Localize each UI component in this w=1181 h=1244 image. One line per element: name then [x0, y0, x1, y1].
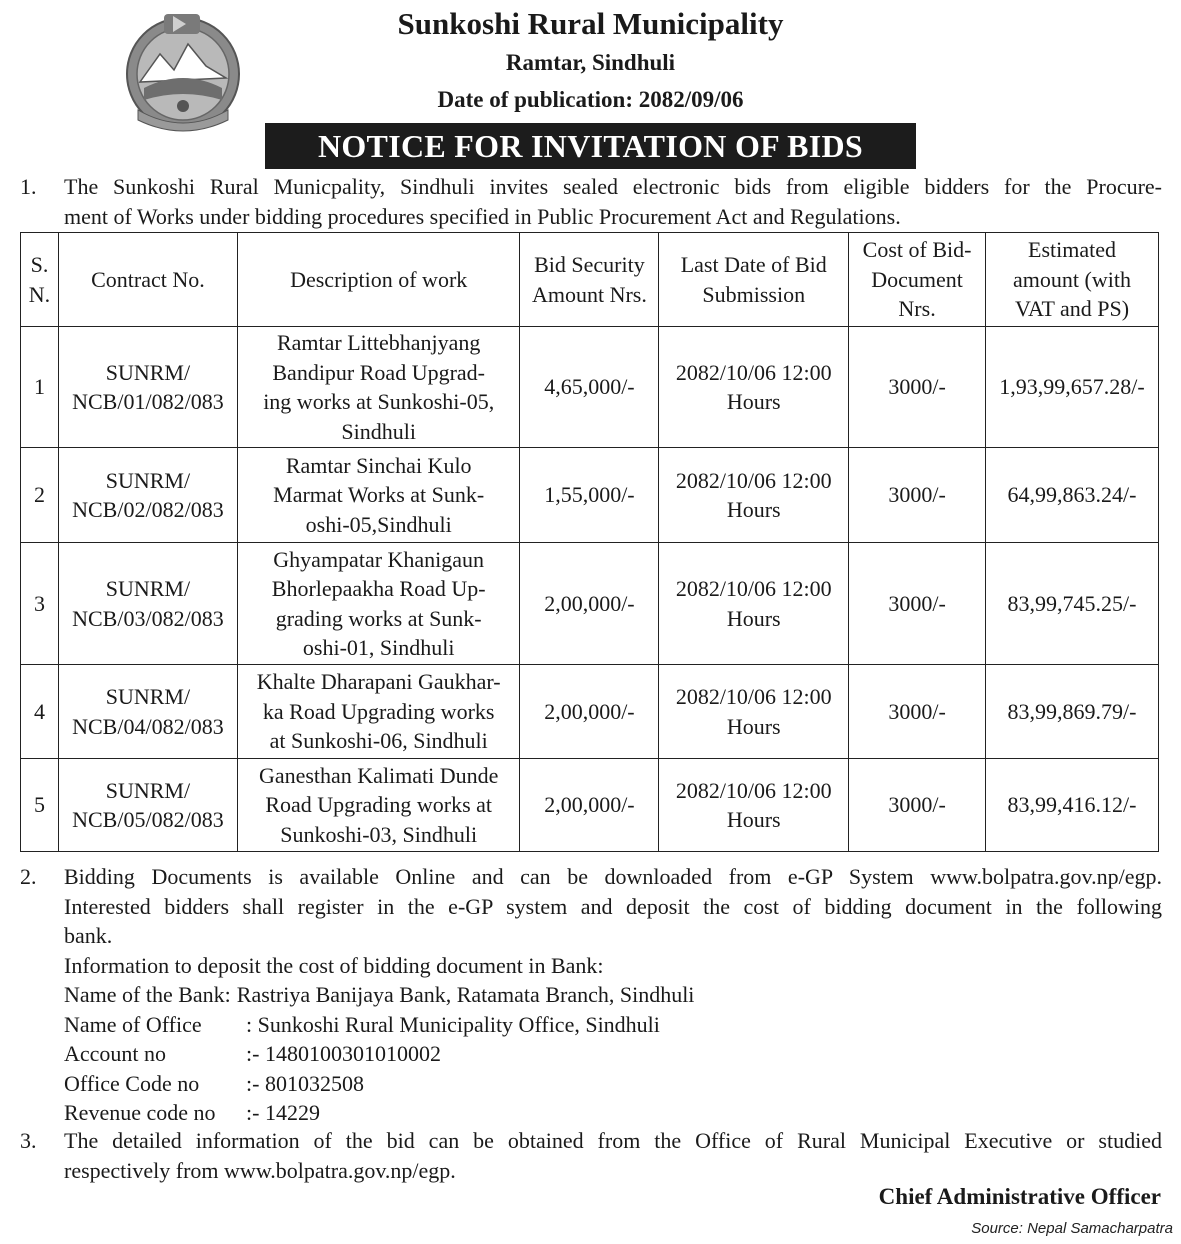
cell-contract-no: SUNRM/ NCB/01/082/083 — [58, 327, 237, 448]
cell-contract-no: SUNRM/ NCB/04/082/083 — [58, 665, 237, 759]
cell-description: Ramtar Littebhanjyang Bandipur Road Upgrad- ing works at Sunkoshi-05, Sindhuli — [237, 327, 520, 448]
cell-sn: 5 — [21, 759, 59, 852]
cell-bid-security: 2,00,000/- — [520, 759, 659, 852]
cell-contract-no: SUNRM/ NCB/05/082/083 — [58, 759, 237, 852]
para-1-number: 1. — [20, 174, 37, 199]
header-estimated-amount: Estimated amount (with VAT and PS) — [986, 233, 1159, 327]
table-row — [21, 759, 1159, 852]
para-3-number: 3. — [20, 1128, 37, 1153]
cell-contract-no: SUNRM/ NCB/03/082/083 — [58, 543, 237, 665]
cell-cost-of-document: 3000/- — [849, 448, 986, 543]
office-code-value: :- 801032508 — [246, 1070, 364, 1096]
header-bid-security: Bid Security Amount Nrs. — [520, 233, 659, 327]
cell-bid-security: 1,55,000/- — [520, 448, 659, 543]
para-2-line-1: Bidding Documents is available Online and can be downloaded from e-GP System www.bolpatra.gov.np/egp. — [64, 864, 1162, 889]
cell-sn: 4 — [21, 665, 59, 759]
table-row — [21, 665, 1159, 759]
office-code-row — [64, 1069, 1162, 1099]
publication-date: Date of publication: 2082/09/06 — [437, 87, 744, 112]
cell-estimated-amount: 83,99,869.79/- — [986, 665, 1159, 759]
table-row — [21, 327, 1159, 448]
bids-table — [20, 232, 1159, 852]
cell-estimated-amount: 1,93,99,657.28/- — [986, 327, 1159, 448]
para-1-line-2: ment of Works under bidding procedures specified in Public Procurement Act and Regulations. — [64, 203, 901, 229]
para-2-line-3: bank. — [64, 923, 113, 948]
cell-cost-of-document: 3000/- — [849, 327, 986, 448]
header-sn: S. N. — [21, 233, 59, 327]
revenue-code-label: Revenue code no — [64, 1100, 216, 1125]
header-last-date: Last Date of Bid Submission — [659, 233, 849, 327]
cell-description: Khalte Dharapani Gaukhar- ka Road Upgrading works at Sunkoshi-06, Sindhuli — [237, 665, 520, 759]
revenue-code-row — [64, 1098, 1162, 1128]
cell-sn: 2 — [21, 448, 59, 543]
cell-last-date: 2082/10/06 12:00 Hours — [659, 543, 849, 665]
bank-name-value: Rastriya Banijaya Bank, Ratamata Branch, Sindhuli — [236, 982, 695, 1007]
cell-description: Ramtar Sinchai Kulo Marmat Works at Sunk- oshi-05,Sindhuli — [237, 448, 520, 543]
bank-name-label: Name of the Bank: — [64, 982, 231, 1007]
cell-description: Ghyampatar Khanigaun Bhorlepaakha Road Up- grading works at Sunk- oshi-01, Sindhuli — [237, 543, 520, 665]
organization-name: Sunkoshi Rural Municipality — [397, 6, 784, 41]
cell-bid-security: 2,00,000/- — [520, 543, 659, 665]
account-row — [64, 1039, 1162, 1069]
cell-last-date: 2082/10/06 12:00 Hours — [659, 759, 849, 852]
bank-info-heading: Information to deposit the cost of bidding document in Bank: — [64, 952, 604, 978]
organization-location: Ramtar, Sindhuli — [505, 50, 676, 75]
office-name-value: : Sunkoshi Rural Municipality Office, Sindhuli — [246, 1011, 660, 1037]
header-cost-of-document: Cost of Bid- Document Nrs. — [849, 233, 986, 327]
cell-sn: 1 — [21, 327, 59, 448]
cell-cost-of-document: 3000/- — [849, 759, 986, 852]
revenue-code-value: :- 14229 — [246, 1100, 320, 1125]
para-2 — [64, 862, 1162, 1128]
office-name-label: Name of Office — [64, 1011, 202, 1037]
cell-last-date: 2082/10/06 12:00 Hours — [659, 665, 849, 759]
table-row — [21, 543, 1159, 665]
para-3-line-1: The detailed information of the bid can be obtained from the Office of Rural Municipal Executive or studied — [64, 1128, 1162, 1153]
cell-contract-no: SUNRM/ NCB/02/082/083 — [58, 448, 237, 543]
office-name-row — [64, 1010, 1162, 1040]
cell-description: Ganesthan Kalimati Dunde Road Upgrading works at Sunkoshi-03, Sindhuli — [237, 759, 520, 852]
cell-cost-of-document: 3000/- — [849, 665, 986, 759]
header-contract-no: Contract No. — [58, 233, 237, 327]
cell-estimated-amount: 83,99,745.25/- — [986, 543, 1159, 665]
para-1-line-1: The Sunkoshi Rural Municpality, Sindhuli invites sealed electronic bids from eligible bidders for the Procure- — [64, 174, 1162, 199]
cell-estimated-amount: 64,99,863.24/- — [986, 448, 1159, 543]
para-3 — [64, 1126, 1162, 1185]
table-row — [21, 448, 1159, 543]
cell-estimated-amount: 83,99,416.12/- — [986, 759, 1159, 852]
cell-bid-security: 4,65,000/- — [520, 327, 659, 448]
account-value: :- 1480100301010002 — [246, 1041, 441, 1066]
para-1 — [64, 172, 1162, 231]
cell-sn: 3 — [21, 543, 59, 665]
cell-last-date: 2082/10/06 12:00 Hours — [659, 448, 849, 543]
cell-last-date: 2082/10/06 12:00 Hours — [659, 327, 849, 448]
office-code-label: Office Code no — [64, 1070, 200, 1096]
bank-name-row — [64, 980, 1162, 1010]
cell-cost-of-document: 3000/- — [849, 543, 986, 665]
cell-bid-security: 2,00,000/- — [520, 665, 659, 759]
account-label: Account no — [64, 1041, 167, 1066]
para-3-line-2: respectively from www.bolpatra.gov.np/egp. — [64, 1157, 456, 1183]
para-2-number: 2. — [20, 864, 37, 889]
source-credit: Source: Nepal Samacharpatra — [971, 1220, 1173, 1237]
header-description: Description of work — [237, 233, 520, 327]
signature: Chief Administrative Officer — [878, 1184, 1161, 1209]
notice-title: NOTICE FOR INVITATION OF BIDS — [265, 123, 916, 169]
para-2-line-2: Interested bidders shall register in the e-GP system and deposit the cost of bidding document in the following — [64, 893, 1162, 919]
table-header-row — [21, 233, 1159, 327]
